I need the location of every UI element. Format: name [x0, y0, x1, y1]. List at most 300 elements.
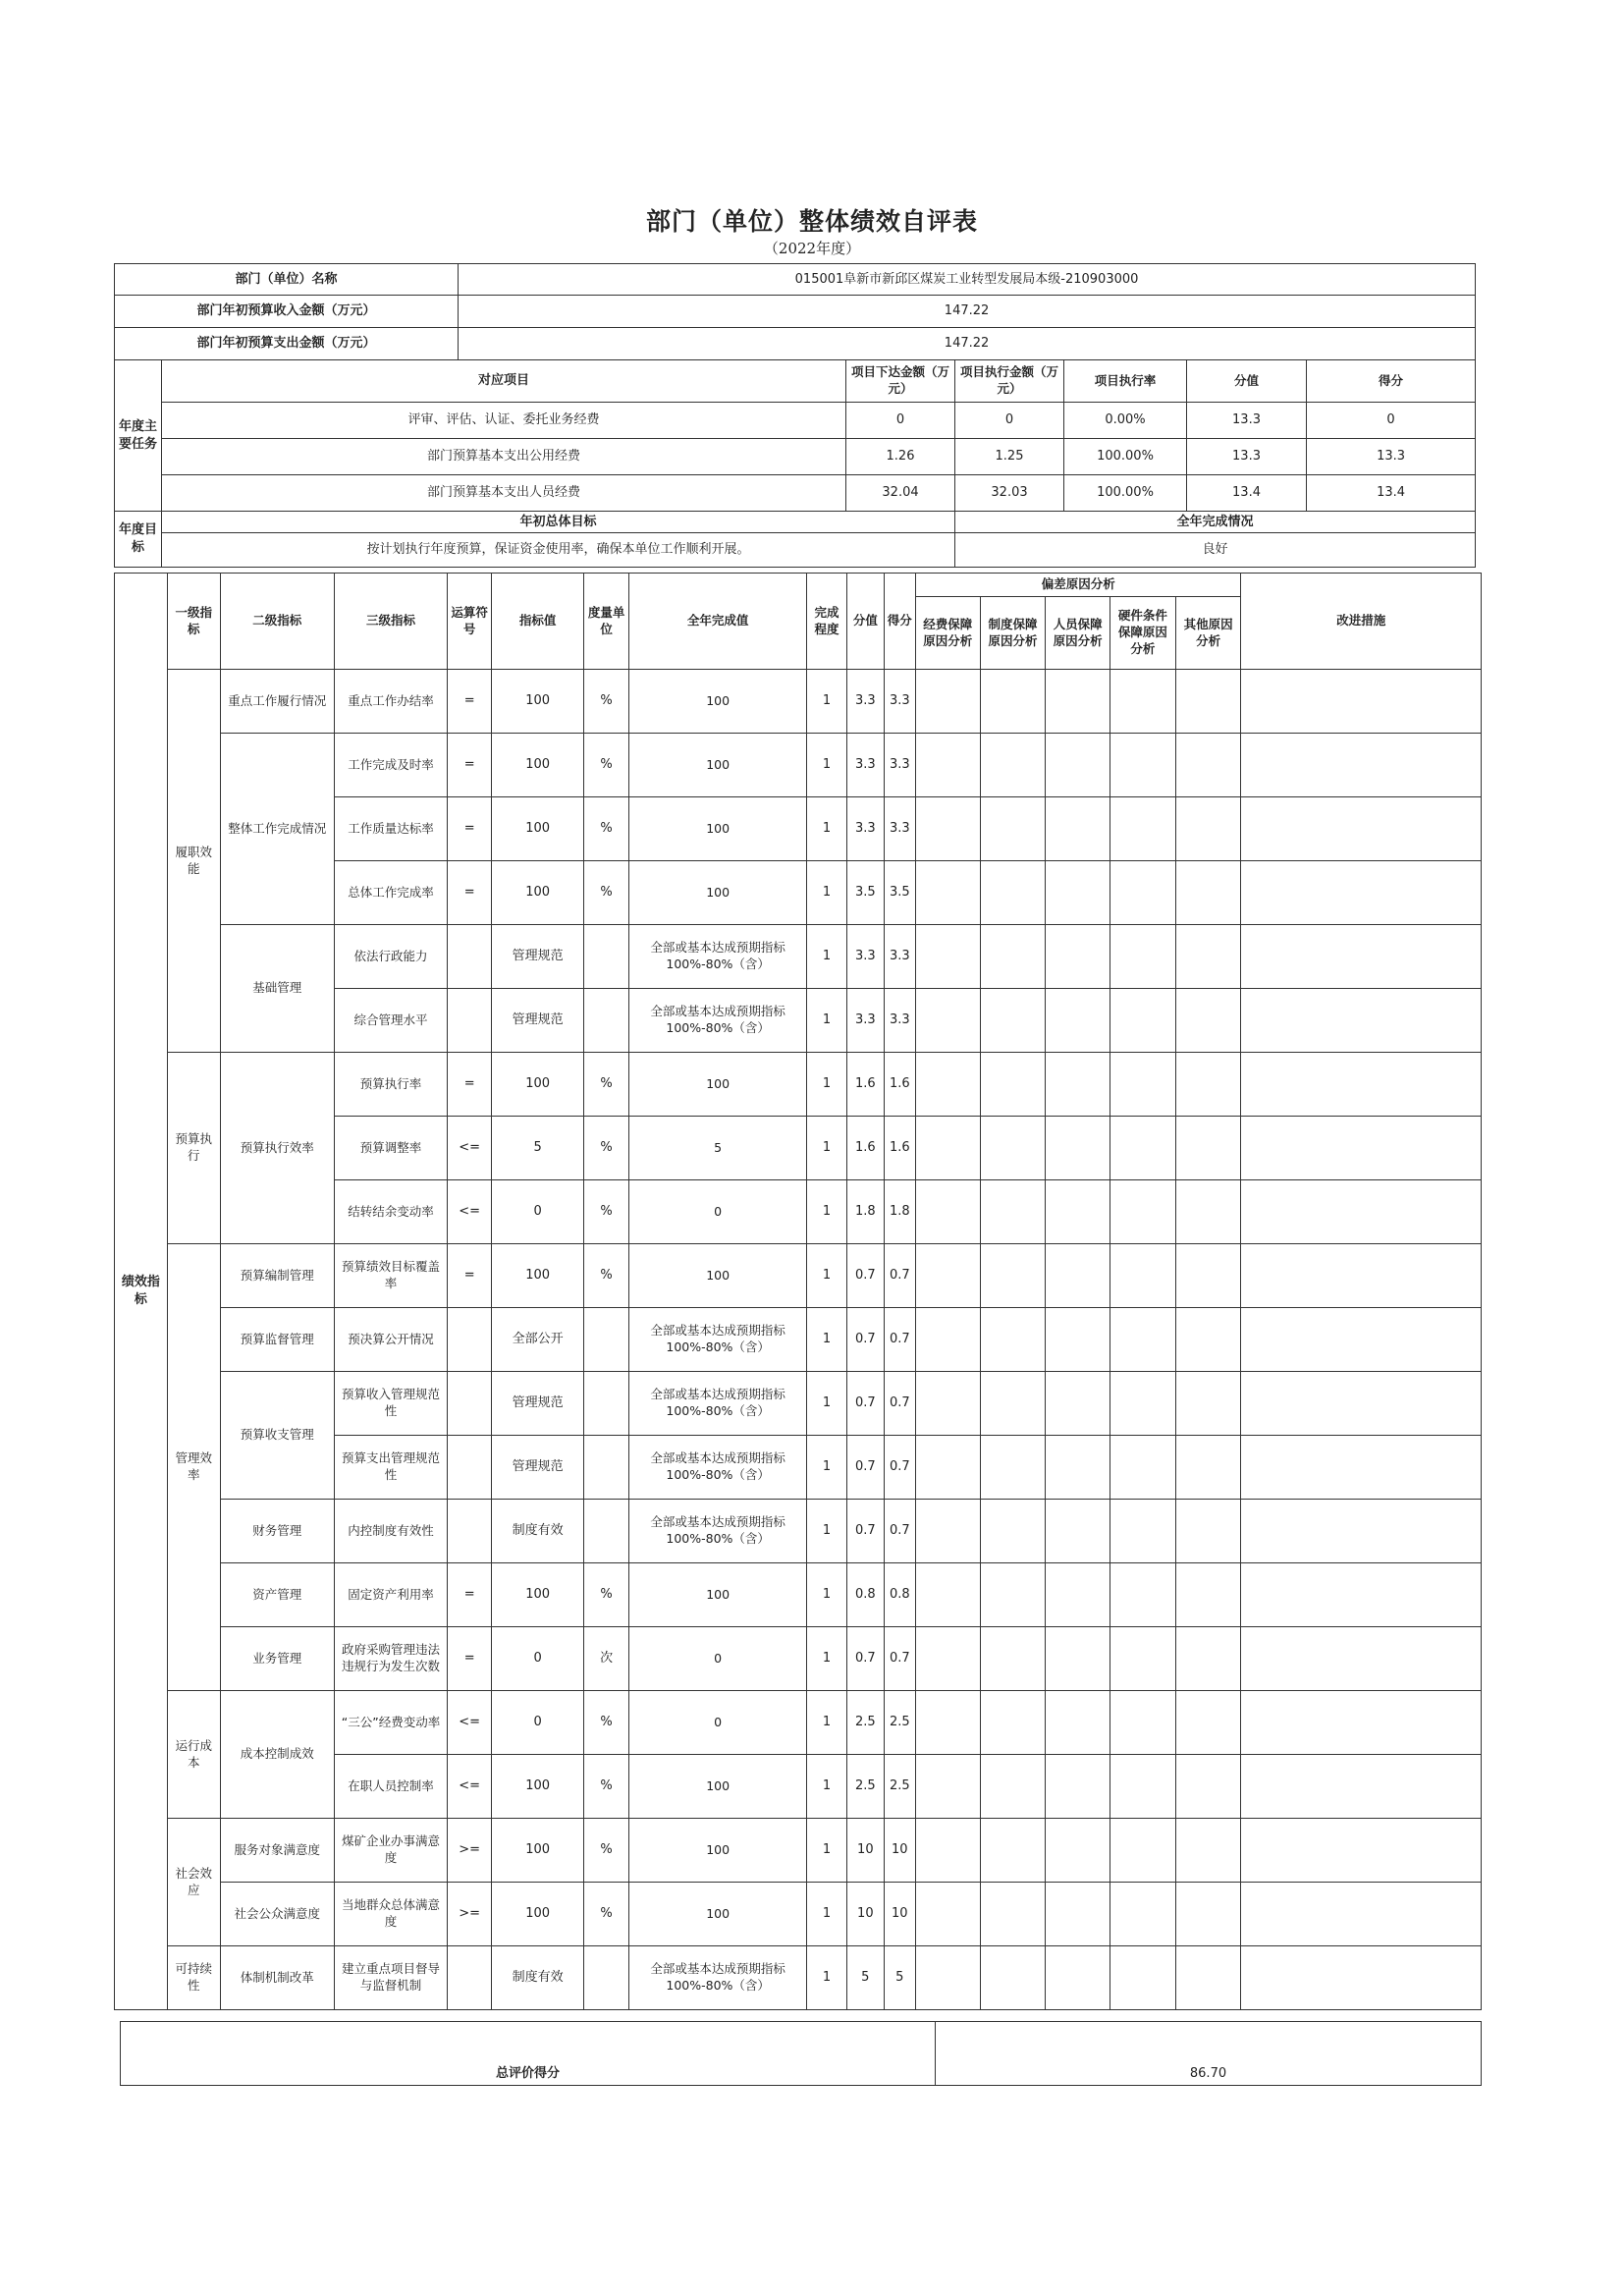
deviation-hardware-cell — [1110, 989, 1175, 1053]
task-name: 部门预算基本支出人员经费 — [162, 475, 846, 512]
indicator-actual: 100 — [629, 1053, 807, 1117]
header-target: 指标值 — [492, 574, 584, 670]
indicator-level2: 业务管理 — [220, 1627, 334, 1691]
indicator-op: = — [448, 797, 492, 861]
indicator-actual: 100 — [629, 797, 807, 861]
deviation-staff-cell — [1046, 861, 1110, 925]
indicator-score: 3.5 — [846, 861, 884, 925]
indicator-got: 3.3 — [884, 989, 915, 1053]
indicator-degree: 1 — [807, 1372, 847, 1436]
indicator-row — [115, 1883, 1482, 1946]
tasks-header-row — [115, 360, 1476, 403]
deviation-funding-cell — [915, 1755, 980, 1819]
indicator-target: 管理规范 — [492, 989, 584, 1053]
indicator-score: 1.8 — [846, 1180, 884, 1244]
indicator-level2: 资产管理 — [220, 1563, 334, 1627]
indicator-level3: 在职人员控制率 — [334, 1755, 447, 1819]
indicator-op: = — [448, 1563, 492, 1627]
indicator-got: 0.7 — [884, 1627, 915, 1691]
header-op: 运算符号 — [448, 574, 492, 670]
indicator-score: 0.7 — [846, 1500, 884, 1563]
indicator-target: 0 — [492, 1691, 584, 1755]
improvement-cell — [1241, 670, 1482, 734]
indicator-op: = — [448, 1627, 492, 1691]
deviation-staff-cell — [1046, 1691, 1110, 1755]
indicator-actual: 100 — [629, 1563, 807, 1627]
indicator-op — [448, 1436, 492, 1500]
indicator-got: 0.7 — [884, 1244, 915, 1308]
expense-row — [115, 328, 1476, 360]
indicator-unit: % — [583, 1755, 628, 1819]
indicator-score: 0.7 — [846, 1436, 884, 1500]
indicator-got: 0.7 — [884, 1500, 915, 1563]
indicator-level3: 预算执行率 — [334, 1053, 447, 1117]
indicator-unit: % — [583, 670, 628, 734]
indicator-target: 100 — [492, 1053, 584, 1117]
task-name: 评审、评估、认证、委托业务经费 — [162, 403, 846, 439]
header-degree: 完成程度 — [807, 574, 847, 670]
indicator-row — [115, 925, 1482, 989]
deviation-other-cell — [1175, 797, 1241, 861]
total-score: 86.70 — [936, 2022, 1482, 2086]
indicator-level2: 社会公众满意度 — [220, 1883, 334, 1946]
indicator-target: 100 — [492, 670, 584, 734]
deviation-other-cell — [1175, 1563, 1241, 1627]
improvement-cell — [1241, 1372, 1482, 1436]
tasks-side-label: 年度主要任务 — [115, 360, 162, 512]
deviation-hardware-cell — [1110, 1563, 1175, 1627]
indicator-target: 0 — [492, 1627, 584, 1691]
page-title: 部门（单位）整体绩效自评表 — [645, 207, 978, 236]
indicator-degree: 1 — [807, 1436, 847, 1500]
deviation-other-cell — [1175, 1053, 1241, 1117]
header-dev-hardware: 硬件条件保障原因分析 — [1110, 597, 1175, 670]
deviation-staff-cell — [1046, 1819, 1110, 1883]
indicator-unit: 次 — [583, 1627, 628, 1691]
deviation-other-cell — [1175, 1180, 1241, 1244]
indicator-score: 0.7 — [846, 1372, 884, 1436]
indicator-op: = — [448, 1053, 492, 1117]
indicator-target: 5 — [492, 1117, 584, 1180]
indicator-op: = — [448, 861, 492, 925]
indicator-degree: 1 — [807, 1563, 847, 1627]
page-subtitle: （2022年度） — [763, 240, 861, 257]
improvement-cell — [1241, 1117, 1482, 1180]
indicator-level3: 预决算公开情况 — [334, 1308, 447, 1372]
tasks-header-issued: 项目下达金额（万元） — [846, 360, 955, 403]
indicator-actual: 100 — [629, 1755, 807, 1819]
deviation-staff-cell — [1046, 1883, 1110, 1946]
indicator-score: 0.8 — [846, 1563, 884, 1627]
indicator-op — [448, 1500, 492, 1563]
indicator-level3: 预算支出管理规范性 — [334, 1436, 447, 1500]
indicator-target: 100 — [492, 1755, 584, 1819]
indicator-degree: 1 — [807, 861, 847, 925]
deviation-funding-cell — [915, 861, 980, 925]
indicator-got: 1.8 — [884, 1180, 915, 1244]
deviation-system-cell — [980, 925, 1046, 989]
deviation-system-cell — [980, 1436, 1046, 1500]
indicator-level3: 工作完成及时率 — [334, 734, 447, 797]
header-dev-other: 其他原因分析 — [1175, 597, 1241, 670]
improvement-cell — [1241, 1946, 1482, 2010]
indicator-level3: 固定资产利用率 — [334, 1563, 447, 1627]
improvement-cell — [1241, 1436, 1482, 1500]
header-deviation: 偏差原因分析 — [915, 574, 1241, 597]
indicator-actual: 100 — [629, 670, 807, 734]
task-score: 13.3 — [1187, 439, 1307, 475]
improvement-cell — [1241, 1308, 1482, 1372]
task-issued: 32.04 — [846, 475, 955, 512]
indicator-target: 管理规范 — [492, 1372, 584, 1436]
indicator-level2: 整体工作完成情况 — [220, 734, 334, 925]
indicators-body — [115, 574, 1482, 2010]
header-actual: 全年完成值 — [629, 574, 807, 670]
indicator-target: 制度有效 — [492, 1500, 584, 1563]
indicator-target: 全部公开 — [492, 1308, 584, 1372]
summary-table — [114, 263, 1476, 568]
deviation-staff-cell — [1046, 1563, 1110, 1627]
task-row — [115, 403, 1476, 439]
improvement-cell — [1241, 1500, 1482, 1563]
task-name: 部门预算基本支出公用经费 — [162, 439, 846, 475]
deviation-hardware-cell — [1110, 1117, 1175, 1180]
task-executed: 0 — [955, 403, 1064, 439]
indicator-level2: 基础管理 — [220, 925, 334, 1053]
improvement-cell — [1241, 734, 1482, 797]
deviation-funding-cell — [915, 1244, 980, 1308]
indicator-actual: 全部或基本达成预期指标100%-80%（含） — [629, 1946, 807, 2010]
indicator-score: 0.7 — [846, 1627, 884, 1691]
indicator-level3: 工作质量达标率 — [334, 797, 447, 861]
deviation-system-cell — [980, 1244, 1046, 1308]
indicator-level2: 体制机制改革 — [220, 1946, 334, 2010]
deviation-hardware-cell — [1110, 1627, 1175, 1691]
indicator-target: 管理规范 — [492, 1436, 584, 1500]
indicator-actual: 100 — [629, 1883, 807, 1946]
deviation-other-cell — [1175, 734, 1241, 797]
deviation-staff-cell — [1046, 734, 1110, 797]
header-improve: 改进措施 — [1241, 574, 1482, 670]
indicators-table — [114, 573, 1482, 2010]
indicator-unit — [583, 1500, 628, 1563]
deviation-staff-cell — [1046, 925, 1110, 989]
deviation-funding-cell — [915, 670, 980, 734]
indicator-op — [448, 1308, 492, 1372]
indicator-op: >= — [448, 1883, 492, 1946]
indicator-target: 100 — [492, 1883, 584, 1946]
tasks-header-got: 得分 — [1307, 360, 1476, 403]
indicator-got: 3.5 — [884, 861, 915, 925]
indicator-target: 100 — [492, 1244, 584, 1308]
indicator-actual: 0 — [629, 1627, 807, 1691]
indicator-got: 3.3 — [884, 925, 915, 989]
goal-row — [115, 533, 1476, 568]
deviation-staff-cell — [1046, 1946, 1110, 2010]
deviation-funding-cell — [915, 1053, 980, 1117]
indicator-level2: 服务对象满意度 — [220, 1819, 334, 1883]
deviation-other-cell — [1175, 861, 1241, 925]
indicator-level3: 内控制度有效性 — [334, 1500, 447, 1563]
improvement-cell — [1241, 1627, 1482, 1691]
indicator-row — [115, 1819, 1482, 1883]
indicator-unit: % — [583, 1117, 628, 1180]
indicator-unit — [583, 1946, 628, 2010]
indicator-got: 3.3 — [884, 734, 915, 797]
income-value: 147.22 — [459, 296, 1476, 328]
indicator-level3: 政府采购管理违法违规行为发生次数 — [334, 1627, 447, 1691]
indicator-actual: 100 — [629, 861, 807, 925]
indicator-op — [448, 925, 492, 989]
total-label: 总评价得分 — [121, 2022, 936, 2086]
indicator-actual: 0 — [629, 1180, 807, 1244]
indicator-got: 0.8 — [884, 1563, 915, 1627]
deviation-staff-cell — [1046, 1755, 1110, 1819]
indicator-row — [115, 1053, 1482, 1117]
header-l2: 二级指标 — [220, 574, 334, 670]
deviation-system-cell — [980, 1755, 1046, 1819]
deviation-staff-cell — [1046, 797, 1110, 861]
indicator-score: 3.3 — [846, 670, 884, 734]
indicator-score: 1.6 — [846, 1053, 884, 1117]
indicator-degree: 1 — [807, 1627, 847, 1691]
indicator-score: 2.5 — [846, 1691, 884, 1755]
indicator-score: 10 — [846, 1883, 884, 1946]
goal-result: 良好 — [955, 533, 1476, 568]
deviation-system-cell — [980, 861, 1046, 925]
indicator-target: 100 — [492, 1563, 584, 1627]
indicator-score: 0.7 — [846, 1244, 884, 1308]
indicator-level3: 煤矿企业办事满意度 — [334, 1819, 447, 1883]
deviation-staff-cell — [1046, 1244, 1110, 1308]
unit-name-value: 015001阜新市新邱区煤炭工业转型发展局本级-210903000 — [459, 264, 1476, 296]
indicator-score: 3.3 — [846, 925, 884, 989]
indicator-degree: 1 — [807, 1053, 847, 1117]
indicator-unit: % — [583, 1563, 628, 1627]
deviation-system-cell — [980, 1883, 1046, 1946]
deviation-staff-cell — [1046, 1053, 1110, 1117]
indicator-degree: 1 — [807, 1180, 847, 1244]
deviation-hardware-cell — [1110, 797, 1175, 861]
indicator-actual: 100 — [629, 1244, 807, 1308]
indicator-level3: 总体工作完成率 — [334, 861, 447, 925]
indicator-op — [448, 1372, 492, 1436]
indicator-degree: 1 — [807, 670, 847, 734]
deviation-system-cell — [980, 1691, 1046, 1755]
indicator-got: 0.7 — [884, 1308, 915, 1372]
indicator-row — [115, 1627, 1482, 1691]
task-got: 0 — [1307, 403, 1476, 439]
indicator-got: 1.6 — [884, 1117, 915, 1180]
indicator-got: 2.5 — [884, 1755, 915, 1819]
indicator-target: 100 — [492, 861, 584, 925]
indicator-unit: % — [583, 1244, 628, 1308]
indicator-unit — [583, 925, 628, 989]
indicator-unit: % — [583, 1053, 628, 1117]
deviation-funding-cell — [915, 989, 980, 1053]
indicator-level3: 当地群众总体满意度 — [334, 1883, 447, 1946]
deviation-other-cell — [1175, 1372, 1241, 1436]
deviation-other-cell — [1175, 1819, 1241, 1883]
expense-value: 147.22 — [459, 328, 1476, 360]
indicator-level2: 预算编制管理 — [220, 1244, 334, 1308]
income-row — [115, 296, 1476, 328]
unit-name-label: 部门（单位）名称 — [115, 264, 459, 296]
deviation-hardware-cell — [1110, 670, 1175, 734]
indicator-actual: 100 — [629, 1819, 807, 1883]
deviation-system-cell — [980, 1180, 1046, 1244]
indicator-level1: 管理效率 — [167, 1244, 220, 1691]
indicator-row — [115, 1372, 1482, 1436]
task-got: 13.3 — [1307, 439, 1476, 475]
indicator-degree: 1 — [807, 1755, 847, 1819]
deviation-staff-cell — [1046, 1117, 1110, 1180]
indicator-op — [448, 989, 492, 1053]
header-unit: 度量单位 — [583, 574, 628, 670]
indicators-side-label: 绩效指标 — [115, 574, 168, 2010]
indicator-unit: % — [583, 1691, 628, 1755]
indicator-got: 1.6 — [884, 1053, 915, 1117]
task-executed: 1.25 — [955, 439, 1064, 475]
indicator-op: >= — [448, 1819, 492, 1883]
indicator-got: 3.3 — [884, 670, 915, 734]
task-issued: 1.26 — [846, 439, 955, 475]
deviation-system-cell — [980, 734, 1046, 797]
goal-header-row — [115, 512, 1476, 533]
indicator-op: <= — [448, 1117, 492, 1180]
indicator-got: 0.7 — [884, 1436, 915, 1500]
deviation-hardware-cell — [1110, 1308, 1175, 1372]
indicator-level2: 成本控制成效 — [220, 1691, 334, 1819]
deviation-funding-cell — [915, 1819, 980, 1883]
expense-label: 部门年初预算支出金额（万元） — [115, 328, 459, 360]
improvement-cell — [1241, 925, 1482, 989]
deviation-funding-cell — [915, 797, 980, 861]
deviation-funding-cell — [915, 1308, 980, 1372]
indicator-degree: 1 — [807, 1117, 847, 1180]
deviation-staff-cell — [1046, 670, 1110, 734]
improvement-cell — [1241, 797, 1482, 861]
improvement-cell — [1241, 1244, 1482, 1308]
task-row — [115, 439, 1476, 475]
deviation-system-cell — [980, 1819, 1046, 1883]
total-table — [120, 2021, 1482, 2086]
indicator-degree: 1 — [807, 734, 847, 797]
goal-side-label: 年度目标 — [115, 512, 162, 568]
deviation-hardware-cell — [1110, 1500, 1175, 1563]
indicator-target: 0 — [492, 1180, 584, 1244]
tasks-header-executed: 项目执行金额（万元） — [955, 360, 1064, 403]
deviation-hardware-cell — [1110, 861, 1175, 925]
deviation-funding-cell — [915, 1436, 980, 1500]
deviation-hardware-cell — [1110, 1883, 1175, 1946]
deviation-hardware-cell — [1110, 1819, 1175, 1883]
indicator-actual: 全部或基本达成预期指标100%-80%（含） — [629, 989, 807, 1053]
task-score: 13.3 — [1187, 403, 1307, 439]
deviation-staff-cell — [1046, 989, 1110, 1053]
improvement-cell — [1241, 1755, 1482, 1819]
indicator-op: <= — [448, 1691, 492, 1755]
indicator-target: 100 — [492, 734, 584, 797]
tasks-header-score: 分值 — [1187, 360, 1307, 403]
header-l1: 一级指标 — [167, 574, 220, 670]
indicator-degree: 1 — [807, 925, 847, 989]
deviation-staff-cell — [1046, 1436, 1110, 1500]
deviation-other-cell — [1175, 1117, 1241, 1180]
indicator-level3: 依法行政能力 — [334, 925, 447, 989]
deviation-staff-cell — [1046, 1308, 1110, 1372]
deviation-system-cell — [980, 1053, 1046, 1117]
indicator-degree: 1 — [807, 1691, 847, 1755]
indicator-level2: 重点工作履行情况 — [220, 670, 334, 734]
deviation-system-cell — [980, 1563, 1046, 1627]
indicator-degree: 1 — [807, 1946, 847, 2010]
indicator-unit: % — [583, 861, 628, 925]
deviation-hardware-cell — [1110, 1436, 1175, 1500]
deviation-other-cell — [1175, 1627, 1241, 1691]
indicator-level3: 建立重点项目督导与监督机制 — [334, 1946, 447, 2010]
indicator-actual: 全部或基本达成预期指标100%-80%（含） — [629, 925, 807, 989]
improvement-cell — [1241, 1691, 1482, 1755]
deviation-hardware-cell — [1110, 1244, 1175, 1308]
indicator-op: = — [448, 670, 492, 734]
indicator-score: 10 — [846, 1819, 884, 1883]
task-got: 13.4 — [1307, 475, 1476, 512]
indicator-row — [115, 1563, 1482, 1627]
indicator-degree: 1 — [807, 1308, 847, 1372]
improvement-cell — [1241, 1819, 1482, 1883]
deviation-staff-cell — [1046, 1372, 1110, 1436]
indicator-score: 3.3 — [846, 989, 884, 1053]
improvement-cell — [1241, 1053, 1482, 1117]
header-l3: 三级指标 — [334, 574, 447, 670]
total-row — [121, 2022, 1482, 2086]
indicator-level2: 预算收支管理 — [220, 1372, 334, 1500]
indicator-score: 3.3 — [846, 797, 884, 861]
deviation-system-cell — [980, 1308, 1046, 1372]
indicator-target: 管理规范 — [492, 925, 584, 989]
indicator-level3: “三公”经费变动率 — [334, 1691, 447, 1755]
indicator-row — [115, 1946, 1482, 2010]
indicator-score: 2.5 — [846, 1755, 884, 1819]
deviation-funding-cell — [915, 1563, 980, 1627]
indicator-actual: 0 — [629, 1691, 807, 1755]
deviation-staff-cell — [1046, 1180, 1110, 1244]
deviation-system-cell — [980, 1372, 1046, 1436]
header-dev-staff: 人员保障原因分析 — [1046, 597, 1110, 670]
indicator-degree: 1 — [807, 989, 847, 1053]
deviation-funding-cell — [915, 1180, 980, 1244]
deviation-system-cell — [980, 1946, 1046, 2010]
indicator-got: 10 — [884, 1883, 915, 1946]
deviation-hardware-cell — [1110, 925, 1175, 989]
indicator-unit: % — [583, 1883, 628, 1946]
indicator-degree: 1 — [807, 1500, 847, 1563]
indicator-op: <= — [448, 1180, 492, 1244]
deviation-other-cell — [1175, 989, 1241, 1053]
indicator-unit — [583, 989, 628, 1053]
goal-header-right: 全年完成情况 — [955, 512, 1476, 533]
indicator-unit — [583, 1308, 628, 1372]
header-dev-funding: 经费保障原因分析 — [915, 597, 980, 670]
deviation-funding-cell — [915, 1372, 980, 1436]
deviation-other-cell — [1175, 1244, 1241, 1308]
indicator-level3: 预算调整率 — [334, 1117, 447, 1180]
deviation-system-cell — [980, 1500, 1046, 1563]
deviation-other-cell — [1175, 1308, 1241, 1372]
deviation-other-cell — [1175, 1946, 1241, 2010]
indicator-actual: 100 — [629, 734, 807, 797]
